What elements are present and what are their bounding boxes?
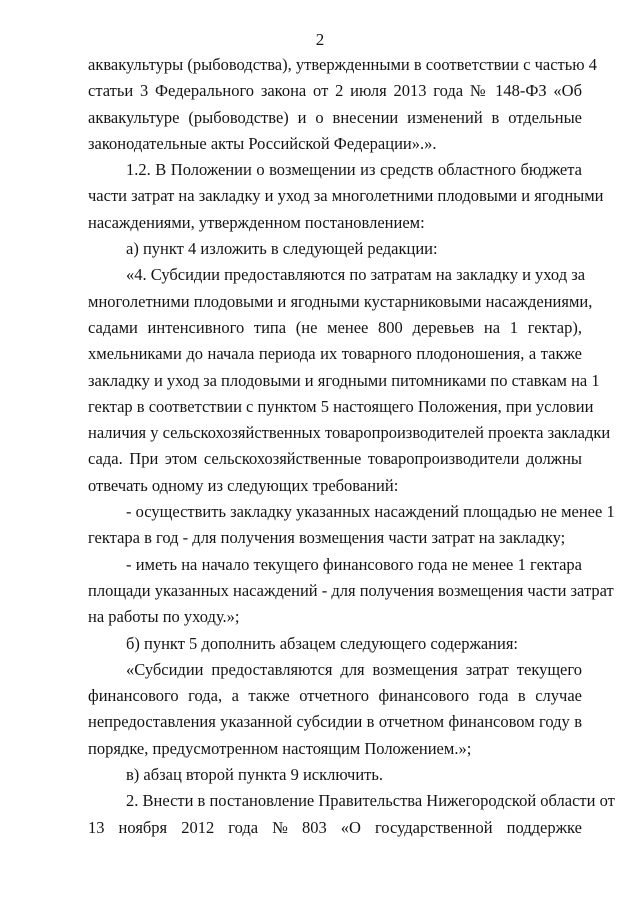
text-line: статьи 3 Федерального закона от 2 июля 2013 года № 148-ФЗ «Об — [88, 81, 582, 101]
text-line: площади указанных насаждений - для получения возмещения части затрат — [88, 580, 614, 600]
text-line: хмельниками до начала периода их товарного плодоношения, а также — [88, 344, 582, 364]
text-line: финансового года, а также отчетного финансового года в случае — [88, 686, 582, 706]
text-line: а) пункт 4 изложить в следующей редакции: — [126, 239, 438, 259]
text-line: законодательные акты Российской Федерации».». — [88, 133, 437, 153]
word: ноября — [118, 817, 168, 837]
word: года — [228, 817, 259, 837]
text-line: аквакультуре (рыбоводстве) и о внесении изменений в отдельные — [88, 107, 582, 127]
page-number: 2 — [315, 30, 325, 49]
text-line: сада. При этом сельскохозяйственные товаропроизводители должны — [88, 449, 582, 469]
word: № — [272, 817, 288, 837]
text-line: многолетними плодовыми и ягодными кустарниковыми насаждениями, — [88, 291, 593, 311]
text-line: «Субсидии предоставляются для возмещения затрат текущего — [126, 659, 582, 679]
text-line: - осуществить закладку указанных насаждений площадью не менее 1 — [126, 502, 615, 522]
word: поддержке — [506, 817, 582, 837]
text-line: непредоставления указанной субсидии в отчетном финансовом году в — [88, 712, 582, 732]
text-line: в) абзац второй пункта 9 исключить. — [126, 765, 384, 785]
word: 803 — [301, 817, 327, 837]
text-line: на работы по уходу.»; — [88, 607, 240, 627]
text-line: наличия у сельскохозяйственных товаропроизводителей проекта закладки — [88, 423, 611, 443]
word: 13 — [88, 817, 105, 837]
text-line: закладку и уход за плодовыми и ягодными питомниками по ставкам на 1 — [88, 370, 600, 390]
text-line: порядке, предусмотренном настоящим Положением.»; — [88, 738, 472, 758]
text-line: - иметь на начало текущего финансового года не менее 1 гектара — [126, 554, 582, 574]
word: государственной — [374, 817, 493, 837]
text-line: отвечать одному из следующих требований: — [88, 475, 399, 495]
text-line: садами интенсивного типа (не менее 800 деревьев на 1 гектар), — [88, 317, 582, 337]
text-line: гектар в соответствии с пунктом 5 настоящего Положения, при условии — [88, 396, 594, 416]
text-line: гектара в год - для получения возмещения части затрат на закладку; — [88, 528, 566, 548]
word: 2012 — [181, 817, 215, 837]
text-line: аквакультуры (рыбоводства), утвержденными в соответствии с частью 4 — [88, 55, 597, 74]
text-line: 1.2. В Положении о возмещении из средств областного бюджета — [126, 160, 582, 180]
text-line: «4. Субсидии предоставляются по затратам на закладку и уход за — [126, 265, 586, 285]
word: «О — [340, 817, 361, 837]
document-body — [88, 52, 615, 841]
text-line: б) пункт 5 дополнить абзацем следующего содержания: — [126, 633, 518, 653]
text-line-last — [88, 815, 582, 841]
text-line: 2. Внести в постановление Правительства Нижегородской области от — [126, 791, 615, 811]
text-line: части затрат на закладку и уход за многолетними плодовыми и ягодными — [88, 186, 604, 206]
text-line: насаждениями, утвержденном постановлением: — [88, 212, 425, 232]
